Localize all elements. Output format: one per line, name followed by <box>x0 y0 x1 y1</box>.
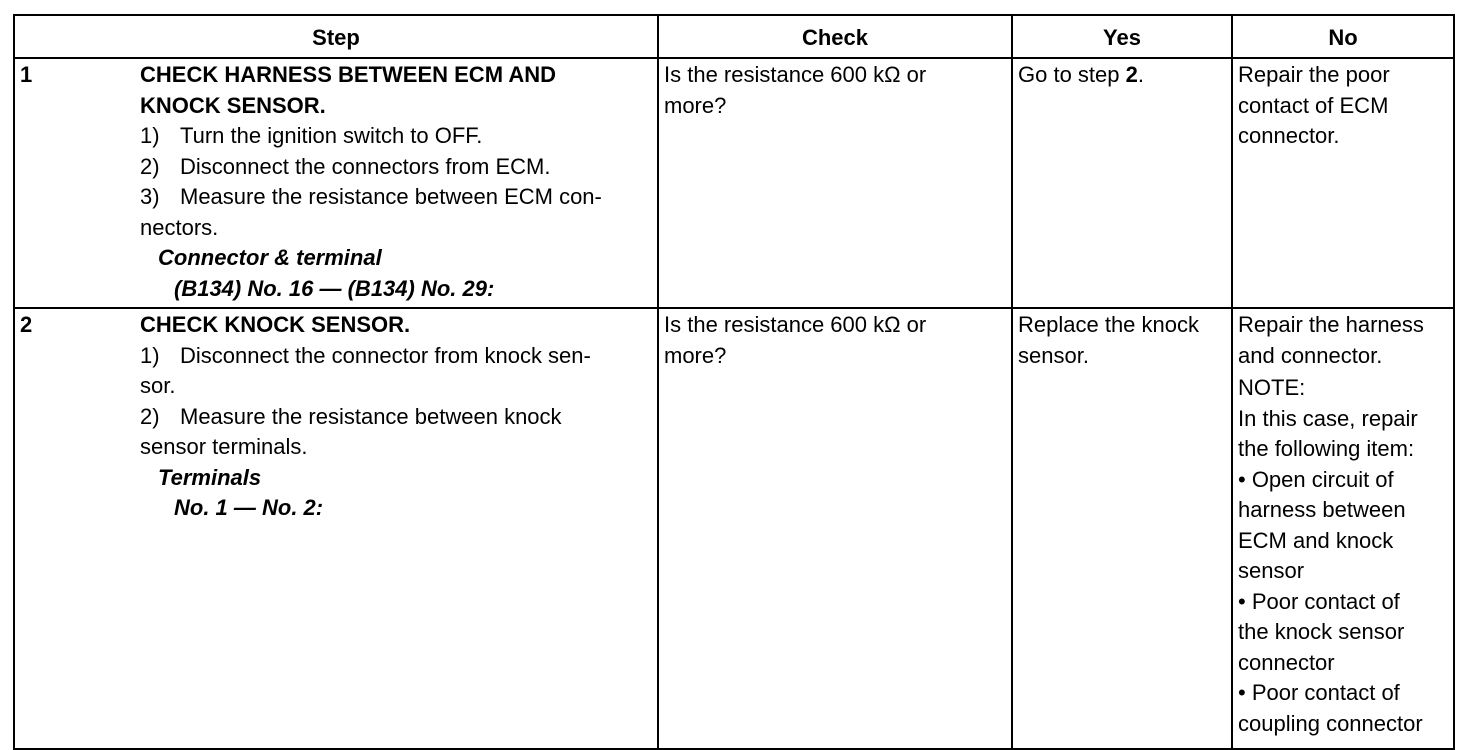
check-text: more? <box>664 92 727 118</box>
yes-text: sensor. <box>1018 342 1089 368</box>
diagnostic-table <box>13 14 1455 750</box>
step-number: 1 <box>20 62 33 87</box>
bullet-item: coupling connector <box>1238 710 1423 736</box>
no-cell <box>1232 58 1454 308</box>
step-instruction: 2) Measure the resistance between knock <box>140 403 562 429</box>
header-step: Step <box>14 15 658 58</box>
step-title-line: KNOCK SENSOR. <box>140 92 326 118</box>
bullet-item: connector <box>1238 649 1335 675</box>
yes-cell <box>1012 58 1232 308</box>
note-text: the following item: <box>1238 436 1415 461</box>
step-title-line: CHECK KNOCK SENSOR. <box>140 312 411 337</box>
check-text: more? <box>664 342 727 368</box>
spec-label: Connector & terminal <box>158 245 382 270</box>
bullet-item: sensor <box>1238 558 1305 583</box>
no-text: and connector. <box>1238 342 1383 368</box>
bullet-item: ECM and knock <box>1238 527 1394 553</box>
step-number: 2 <box>20 312 33 337</box>
yes-cell <box>1012 308 1232 749</box>
step-cell <box>14 58 658 308</box>
step-cell <box>14 308 658 749</box>
bullet-item: • Open circuit of <box>1238 466 1394 492</box>
yes-step-ref: 2 <box>1125 62 1138 87</box>
step-title-line: CHECK HARNESS BETWEEN ECM AND <box>140 62 556 87</box>
step-instruction: 2) Disconnect the connectors from ECM. <box>140 153 551 179</box>
step-instruction-cont: sensor terminals. <box>140 434 308 459</box>
note-label: NOTE: <box>1238 375 1306 400</box>
no-cell <box>1232 308 1454 749</box>
no-text: connector. <box>1238 123 1340 148</box>
step-instruction: 3) Measure the resistance between ECM con- <box>140 184 602 209</box>
bullet-item: the knock sensor <box>1238 619 1405 644</box>
bullet-item: • Poor contact of <box>1238 680 1400 705</box>
step-content <box>140 310 652 524</box>
no-text: Repair the harness <box>1238 312 1424 337</box>
header-yes: Yes <box>1012 15 1232 58</box>
bullet-item: • Poor contact of <box>1238 588 1400 614</box>
step-instruction: 1) Disconnect the connector from knock sen- <box>140 342 591 368</box>
spec-value: No. 1 — No. 2: <box>174 495 324 520</box>
step-instruction-cont: sor. <box>140 373 176 398</box>
header-check: Check <box>658 15 1012 58</box>
step-instruction-cont: nectors. <box>140 214 219 240</box>
header-row <box>14 15 1454 58</box>
bullet-item: harness between <box>1238 497 1406 522</box>
spec-label: Terminals <box>158 464 262 490</box>
table-row <box>14 58 1454 308</box>
header-no: No <box>1232 15 1454 58</box>
check-cell <box>658 308 1012 749</box>
check-text: Is the resistance 600 kΩ or <box>664 62 927 87</box>
table-row <box>14 308 1454 749</box>
yes-text: Replace the knock <box>1018 312 1199 337</box>
step-instruction: 1) Turn the ignition switch to OFF. <box>140 123 483 148</box>
note-text: In this case, repair <box>1238 405 1418 431</box>
step-content <box>140 60 652 304</box>
no-text: Repair the poor <box>1238 62 1390 87</box>
yes-text: Go to step 2. <box>1018 62 1144 87</box>
check-text: Is the resistance 600 kΩ or <box>664 312 927 337</box>
no-text: contact of ECM <box>1238 92 1389 118</box>
spec-value: (B134) No. 16 — (B134) No. 29: <box>174 275 495 301</box>
check-cell <box>658 58 1012 308</box>
